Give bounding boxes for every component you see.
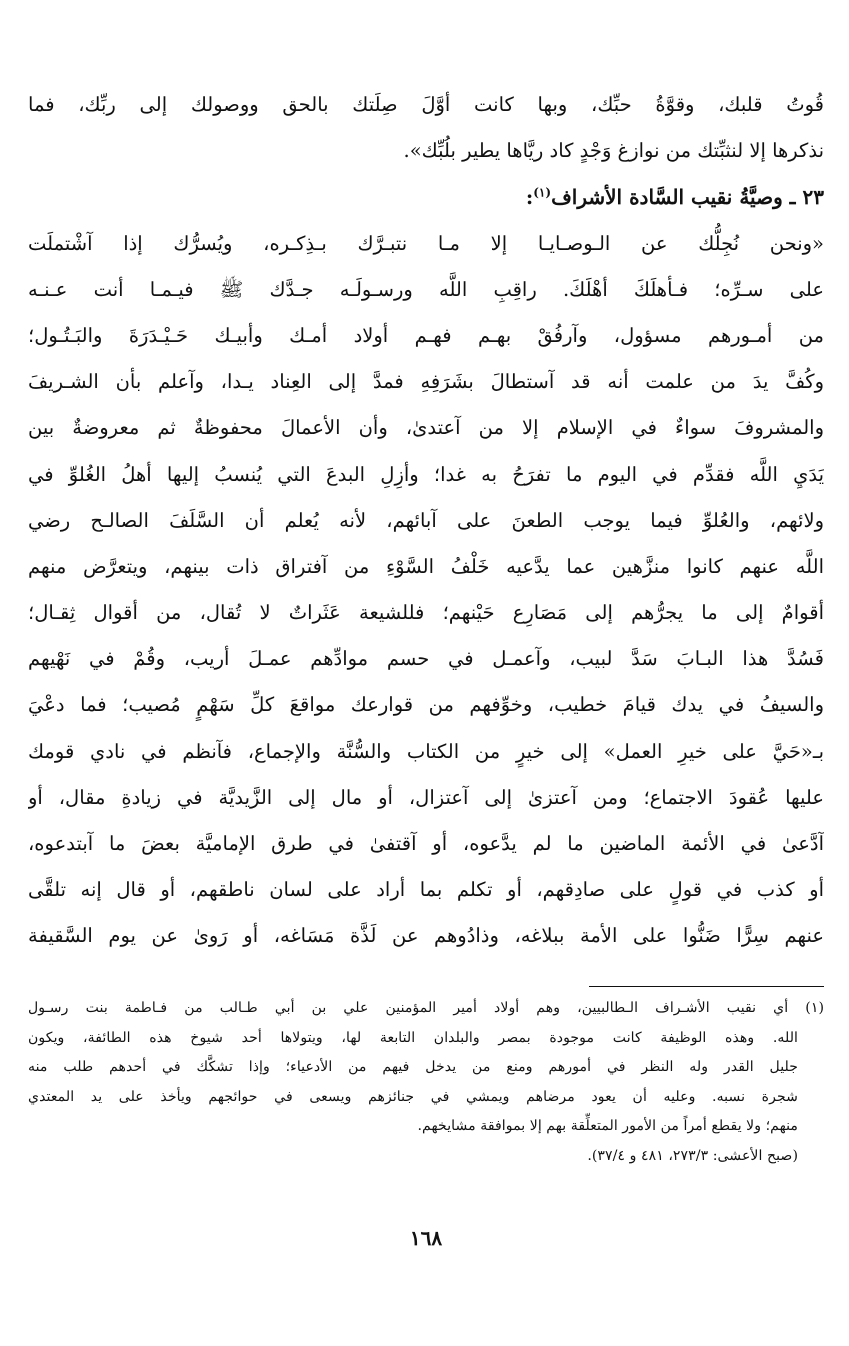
text-line: عنهم سِرًّا ضَنُّوا على الأمة ببلاغه، وذادُوهم عن لَذَّة مَسَاغه، أو رَوىٰ عن يوم السَّقيفة — [28, 924, 824, 948]
text-line: ولائهم، والعُلوِّ فيما يوجب الطعنَ على آبائهم، لأنه يُعلم أن السَّلَفَ الصالـح رضي — [28, 508, 824, 532]
text-line: أو كذب في قولٍ على صادِقهم، أو تكلم بما أراد على لسان ناطقهم، أو قال إنه تلقَّى — [28, 878, 824, 902]
footnote-divider — [589, 986, 824, 987]
footnote-line: جليل القدر وله النظر في أمورهم ومنع من يدخل فيهم من الأدعياء؛ وإذا تشكَّك في أحدهم طلب منه — [28, 1059, 798, 1075]
text-line: فَسُدَّ هذا البـابَ سَدَّ لبيب، وآعمـل في حسم موادِّهم عمـلَ أريب، وقُمْ في نَهْيهم — [28, 647, 824, 671]
text-line: يَدَيِ اللَّه فقدِّم في اليوم ما تفرَحُ به غدا؛ وأزِلِ البدعَ التي يُنسبُ إليها أهلُ الغُلوِّ في — [28, 462, 824, 486]
footnote-source: (صبح الأعشى: ٢٧٣/٣، ٤٨١ و ٣٧/٤). — [587, 1147, 798, 1164]
main-text — [28, 82, 824, 960]
footnote-line: (١) أي نقيب الأشـراف الـطالبيين، وهم أولاد أمير المؤمنين علي بن أبي طـالب من فـاطمة بنت رسـول — [28, 1000, 824, 1016]
text-line: بـ«حَيَّ على خيرِ العمل» إلى خيرٍ من الكتاب والسُّنَّة والإجماع، فآنظم في نادي قومك — [28, 739, 824, 763]
text-line: والمشروفَ سواءٌ في الإسلام إلا من آعتدىٰ، وأن الأعمالَ محفوظةٌ ثم معروضةٌ بين — [28, 416, 824, 440]
text-line: «ونحن نُجِلُّك عن الـوصـايـا إلا مـا نتبـرَّك بـذِكـره، ويُسرُّك إذا آشْتملَت — [28, 231, 824, 255]
text-line: والسيفُ في يدك قيامَ خطيب، وخوِّفهم من قوارعك مواقعَ كلِّ سَهْمٍ مُصيب؛ فما دعْيَ — [28, 693, 824, 717]
heading-title: ٢٣ ـ وصيَّةُ نقيب السَّادة الأشراف — [551, 185, 824, 210]
footnote-line: الله. وهذه الوظيفة كانت موجودة بمصر والبلدان التابعة لها، ويتولاها أحد شيوخ هذه الطائفة، ويكون — [28, 1029, 798, 1046]
text-line: وكُفَّ يدَ من علمت أنه قد آستطالَ بشَرَفِهِ فمدَّ إلى العِناد يـدا، وآعلم بأن الشـريفَ — [28, 370, 824, 394]
text-line: على سـرِّه؛ فـأهلَكَ أهْلَكَ. راقِبِ اللَّه ورسـولَـه جـدَّك ﷺ فيـمـا أنت عـنـه — [28, 277, 824, 301]
text-line: اللَّه عنهم كانوا منزَّهين عما يدَّعيه خَلْفُ السَّوْءِ من آفتراق ذات بينهم، ويتعرَّض منهم — [28, 554, 824, 578]
text-line: أقوامٌ إلى ما يجرُّهم إلى مَصَارِع حَيْنهم؛ فللشيعة عَثَراتٌ لا تُقال، من أقوال ثِقـال؛ — [28, 601, 824, 625]
text-line: عليها عُقودَ الاجتماع؛ ومن آعتزىٰ إلى آعتزال، أو مال إلى الزَّيديَّة في زيادةِ مقال، أو — [28, 785, 824, 809]
footnote-line: شجرة نسبه. وعليه أن يعود مرضاهم ويمشي في جنائزهم ويسعى في حوائجهم ويأخذ على يد المعتدي — [28, 1088, 798, 1105]
footnotes — [28, 994, 824, 1171]
text-line: من أمـورهم مسؤول، وآرفُقْ بهـم فهـم أولاد أمـك وأبيـك حَـيْـدَرَةَ والبَـتُـول؛ — [28, 323, 824, 347]
section-heading — [28, 174, 824, 220]
footnote-reference: (١) — [533, 185, 552, 200]
footnote-line: منهم؛ ولا يقطع أمراً من الأمور المتعلِّقة بهم إلا بموافقة مشايخهم. — [417, 1118, 798, 1134]
text-line: قُوتُ قلبك، وقوَّةُ حبِّك، وبها كانت أوَّلَ صِلَتك بالحق ووصولك إلى ربِّك، فما — [28, 93, 824, 116]
page-number: ١٦٨ — [409, 1226, 443, 1250]
text-line: نذكرها إلا لنثبِّتك من نوازغ وَجْدٍ كاد ريَّاها يطير بلُبِّك». — [403, 139, 824, 163]
text-line: آدَّعىٰ في الأئمة الماضين ما لم يدَّعوه، أو آقتفىٰ في طرق الإماميَّة بعضَ ما آبتدعوه، — [28, 832, 824, 855]
book-page — [28, 0, 824, 1346]
heading-colon: : — [525, 185, 534, 210]
